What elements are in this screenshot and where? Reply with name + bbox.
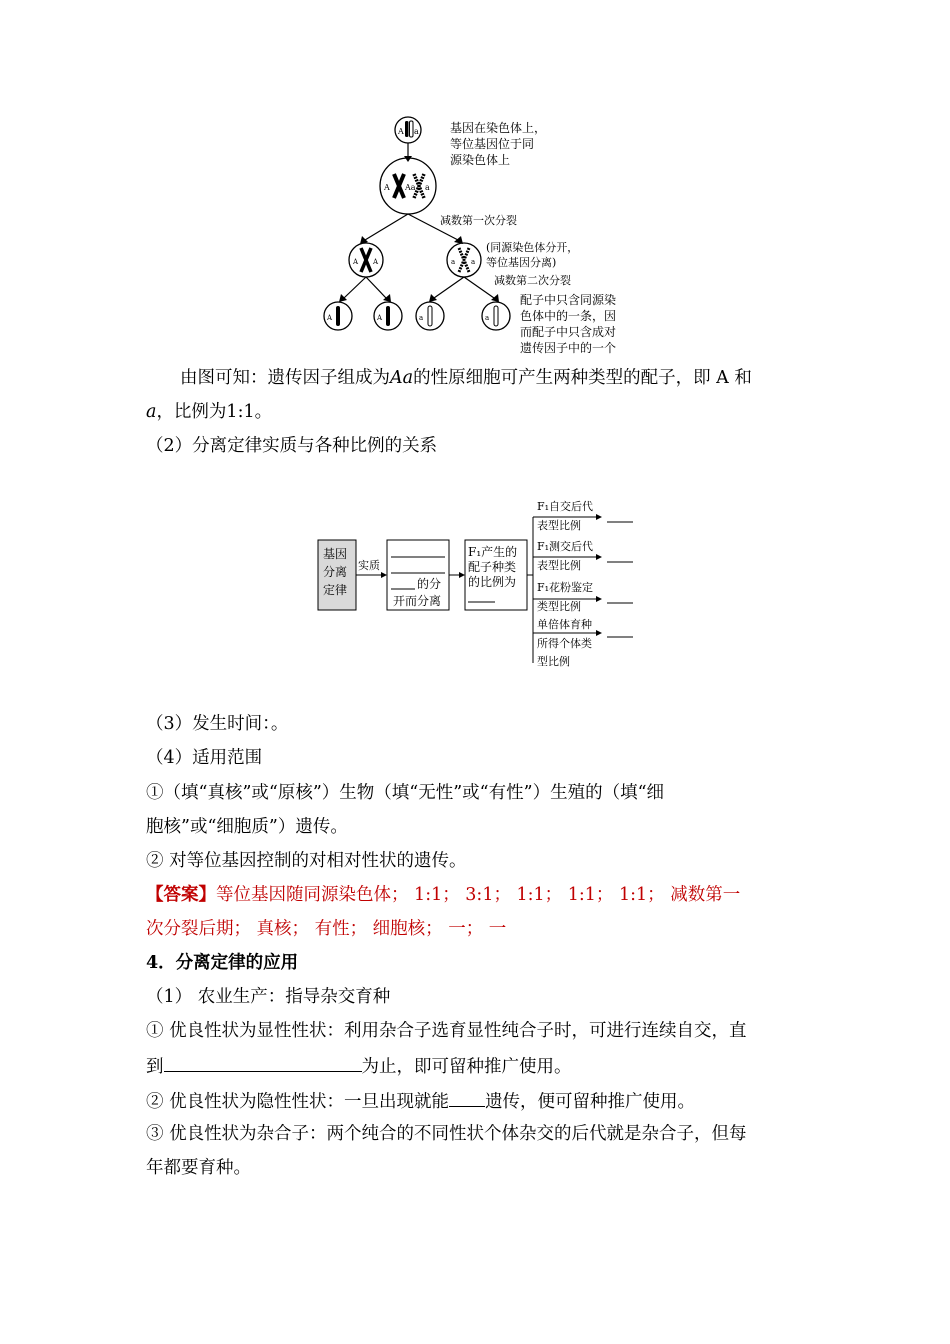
svg-text:A: A xyxy=(377,314,383,322)
section-4-1: （1） 农业生产：指导杂交育种 xyxy=(146,987,391,1007)
meiosis1-label: 减数第一次分裂 xyxy=(440,214,517,227)
s4-c-line2: 年都要育种。 xyxy=(146,1158,251,1178)
note-top-1: 基因在染色体上， xyxy=(450,121,547,135)
answer-line2: 次分裂后期； 真核； 有性； 细胞核； 一； 一 xyxy=(146,919,507,939)
para1-line2 xyxy=(146,400,272,424)
svg-text:a: a xyxy=(425,183,430,192)
svg-text:A: A xyxy=(353,258,359,266)
svg-text:a: a xyxy=(414,127,419,136)
branch1-line1: F₁自交后代 xyxy=(537,500,594,513)
note-mid-1: (同源染色体分开， xyxy=(486,241,579,254)
box3-line3: 的比例为 xyxy=(468,575,517,589)
box2-line1: 的分 xyxy=(417,577,442,591)
arrow-label: 实质 xyxy=(358,559,380,572)
separation-law-diagram xyxy=(315,495,645,673)
box2-line2: 开而分离 xyxy=(393,594,442,608)
para1-line1 xyxy=(180,366,752,390)
svg-text:A: A xyxy=(398,127,404,136)
s4-b-pre: ② 优良性状为隐性性状：一旦出现就能 xyxy=(146,1092,450,1112)
s4-a-post: 为止，即可留种推广使用。 xyxy=(361,1057,572,1077)
fill-blank-2[interactable] xyxy=(449,1088,485,1107)
note-top-2: 等位基因位于同 xyxy=(450,137,535,151)
svg-text:a: a xyxy=(485,314,490,322)
item-4-1-line1: ①（填“真核”或“原核”）生物（填“无性”或“有性”）生殖的（填“细 xyxy=(146,783,665,803)
item-4-2: ② 对等位基因控制的对相对性状的遗传。 xyxy=(146,851,467,871)
meiosis2-label: 减数第二次分裂 xyxy=(494,274,571,287)
svg-text:Aa: Aa xyxy=(405,183,416,192)
svg-text:a: a xyxy=(419,314,424,322)
answer-line1 xyxy=(146,883,740,907)
branch4-line3: 型比例 xyxy=(537,655,570,668)
item-4: （4）适用范围 xyxy=(146,748,263,768)
answer-label: 【答案】 xyxy=(146,885,216,905)
branch3-line1: F₁花粉鉴定 xyxy=(537,581,594,594)
svg-text:a: a xyxy=(451,258,456,266)
note-bottom-4: 遗传因子中的一个 xyxy=(520,341,617,355)
item-4-1-line2: 胞核”或“细胞质”）遗传。 xyxy=(146,817,348,837)
svg-text:A: A xyxy=(373,258,379,266)
allele-symbol: a xyxy=(146,402,157,422)
note-top-3: 源染色体上 xyxy=(450,153,511,167)
para1-text-a: 由图可知：遗传因子组成为 xyxy=(180,368,390,388)
note-bottom-1: 配子中只含同源染 xyxy=(520,293,617,307)
note-bottom-2: 色体中的一条，因 xyxy=(520,309,617,323)
svg-text:A: A xyxy=(327,314,333,322)
box1-line2: 分离 xyxy=(323,565,348,579)
para1-text-c: ，比例为1:1。 xyxy=(156,402,273,422)
svg-text:A: A xyxy=(384,183,390,192)
s4-b xyxy=(146,1088,695,1114)
section-4-title: 4．分离定律的应用 xyxy=(146,953,299,973)
box1-line3: 定律 xyxy=(323,583,348,597)
s4-a-pre: 到 xyxy=(146,1057,164,1077)
note-mid-2: 等位基因分离) xyxy=(486,256,557,269)
gene-symbol: Aa xyxy=(390,368,414,388)
branch2-line1: F₁测交后代 xyxy=(537,540,594,553)
heading-2: （2）分离定律实质与各种比例的关系 xyxy=(146,436,438,456)
box1-line1: 基因 xyxy=(323,547,348,561)
s4-b-post: 遗传，便可留种推广使用。 xyxy=(485,1092,696,1112)
branch2-line2: 表型比例 xyxy=(537,559,581,572)
item-3: （3）发生时间：。 xyxy=(146,714,289,734)
branch3-line2: 类型比例 xyxy=(537,600,581,613)
note-bottom-3: 而配子中只含成对 xyxy=(520,325,617,339)
meiosis-diagram xyxy=(310,110,650,360)
branch4-line1: 单倍体育种 xyxy=(537,618,592,631)
s4-a-line1: ① 优良性状为显性性状：利用杂合子选育显性纯合子时，可进行连续自交，直 xyxy=(146,1021,747,1041)
answer-text-1: 等位基因随同源染色体； 1:1； 3:1； 1:1； 1:1； 1:1； 减数第一 xyxy=(216,885,741,905)
fill-blank-1[interactable] xyxy=(164,1053,362,1072)
svg-text:a: a xyxy=(471,258,476,266)
para1-text-b: 的性原细胞可产生两种类型的配子，即 A 和 xyxy=(413,368,752,388)
s4-c-line1: ③ 优良性状为杂合子：两个纯合的不同性状个体杂交的后代就是杂合子，但每 xyxy=(146,1124,747,1144)
branch4-line2: 所得个体类 xyxy=(537,637,592,650)
box3-line2: 配子种类 xyxy=(468,560,517,574)
branch1-line2: 表型比例 xyxy=(537,519,581,532)
s4-a-line2 xyxy=(146,1053,572,1079)
box3-line1: F₁产生的 xyxy=(468,545,518,559)
